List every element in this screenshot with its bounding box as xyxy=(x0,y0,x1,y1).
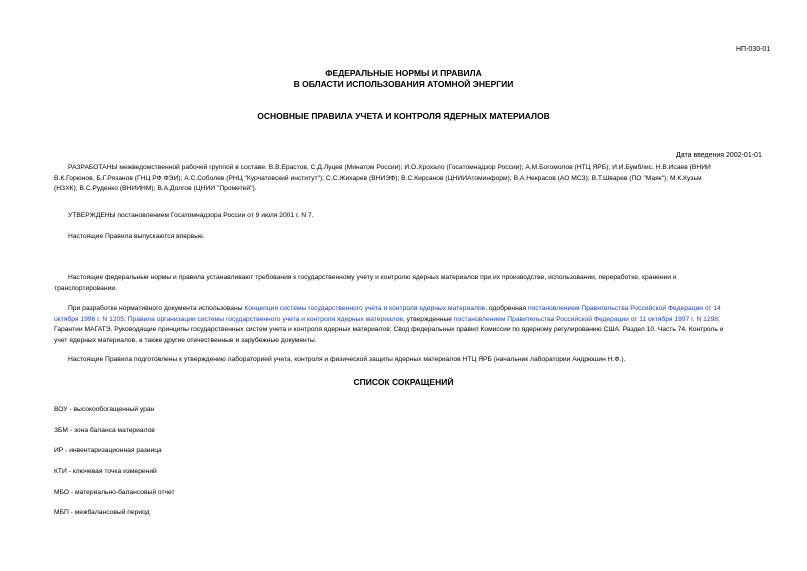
document-title: ОСНОВНЫЕ ПРАВИЛА УЧЕТА И КОНТРОЛЯ ЯДЕРНЫХ МАТЕРИАЛОВ xyxy=(257,111,550,121)
government-decree-link-1205[interactable]: постановлением Правительства Российской Федерации от 14 xyxy=(527,305,721,312)
document-code: НП-030-01 xyxy=(736,46,771,53)
abbreviation-item: ВОУ - высокообогащенный уран xyxy=(54,406,155,413)
header-title xyxy=(0,68,807,90)
header-line-1: ФЕДЕРАЛЬНЫЕ НОРМЫ И ПРАВИЛА xyxy=(325,68,482,78)
abbreviation-item: КТИ - ключевая точка измерений xyxy=(54,468,157,475)
abbreviation-item: ИР - инвентаризационная разница xyxy=(54,447,162,454)
abbreviation-item: МБП - межбалансовый период xyxy=(54,509,150,516)
sources-text: ; xyxy=(124,315,128,323)
abbreviation-item: МБО - материально-балансовый отчет xyxy=(54,489,175,496)
header-line-2: В ОБЛАСТИ ИСПОЛЬЗОВАНИЯ АТОМНОЙ ЭНЕРГИИ xyxy=(293,79,514,89)
concept-link[interactable]: Концепция системы государственного учета и контроля ядерных материалов xyxy=(244,305,486,312)
sources-line-3: Гарантии МАГАТЭ. Руководящие принципы государственных систем учета и контроля ядерных материалов; Свод федеральных правил Комиссии по ядерному регулированию США. Раздел 10. Часть 74. Контроль и xyxy=(54,326,724,333)
sources-line-4: учет ядерных материалов, а также другие отечественные и зарубежные документы. xyxy=(54,336,317,344)
developed-line-2: В.К.Горюнов, Б.Г.Рязанов (ГНЦ РФ ФЭИ); А.С.Соболев (РНЦ "Курчатовский институт"); С.С.Жихарев (ВНИЭФ); В.С.Кирсанов (ЦНИИАтоминформ); В.А.Некрасов (АО МСЗ); В.Т.Шварев (ПО "Маяк"); М.К.Кузьм xyxy=(54,174,702,182)
abbreviation-item: ЗБМ - зона баланса материалов xyxy=(54,427,155,434)
government-decree-link-1298[interactable]: постановлением Правительства Российской Федерации от 11 октября 1997 г. N 1298 xyxy=(453,315,719,323)
developed-paragraph xyxy=(54,163,784,195)
approved-paragraph: УТВЕРЖДЕНЫ постановлением Госатомнадзора России от 9 июля 2001 г. N 7. xyxy=(68,212,314,219)
sources-text: ; xyxy=(718,315,720,323)
sources-text: , утвержденные xyxy=(402,315,454,323)
sources-text: , одобренная xyxy=(485,305,528,312)
scope-line-1: Настоящие федеральные нормы и правила устанавливают требования к государственному учету и контролю ядерных материалов при их производстве, использовании, переработке, хранении и xyxy=(68,274,677,281)
decree-date-link-1205[interactable]: октября 1996 г. N 1205 xyxy=(54,315,124,323)
prepared-paragraph: Настоящие Правила подготовлены к утверждению лабораторией учета, контроля и физической защиты ядерных материалов НТЦ ЯРБ (начальник лаборатории Андрюшин Н.Ф.). xyxy=(68,356,626,363)
introduction-date: Дата введения 2002-01-01 xyxy=(676,152,762,159)
sources-line-2 xyxy=(54,315,784,326)
first-time-paragraph: Настоящие Правила выпускаются впервые. xyxy=(68,233,205,240)
scope-line-2: транспортировании. xyxy=(54,284,117,292)
developed-line-1: РАЗРАБОТАНЫ межведомственной рабочей группой в составе: В.В.Ерастов, С.Д.Луцев (Минатом России); И.О.Хрохало (Госатомнадзор России); А.М.Богомолов (НТЦ ЯРБ); И.И.Бумблис, Н.В.Исаев (ВНИИ xyxy=(68,164,711,171)
scope-paragraph xyxy=(54,273,768,294)
abbreviations-title: СПИСОК СОКРАЩЕНИЙ xyxy=(353,377,454,387)
rules-organization-link[interactable]: Правила организации системы государственного учета и контроля ядерных материалов xyxy=(127,315,403,323)
developed-line-3: (НЗХК); В.С.Руденко (ВНИИНМ); В.А.Долгов (ЦНИИ "Прометей"). xyxy=(54,185,257,192)
sources-paragraph xyxy=(54,304,784,346)
sources-text: При разработке нормативного документа использованы xyxy=(68,305,245,312)
